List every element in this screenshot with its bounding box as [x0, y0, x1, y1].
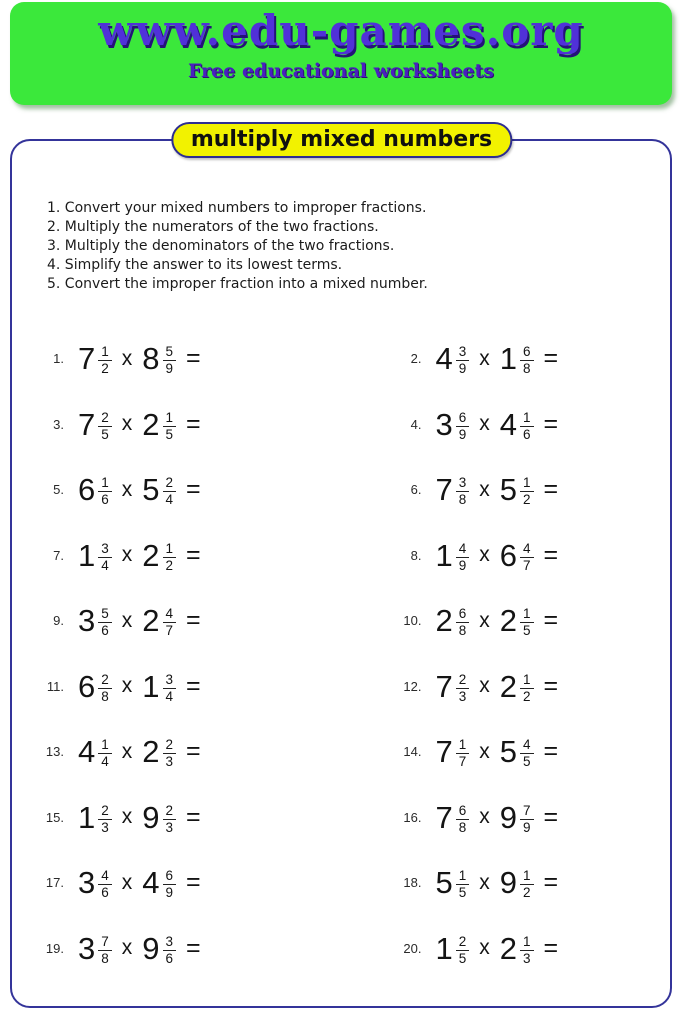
first-fraction-numerator: 2 [456, 673, 470, 689]
problem-number: 14. [403, 744, 422, 760]
first-fraction [98, 345, 112, 376]
first-fraction-numerator: 3 [456, 476, 470, 492]
second-fraction [163, 542, 177, 573]
first-fraction-numerator: 5 [98, 607, 112, 623]
first-fraction-numerator: 4 [456, 542, 470, 558]
second-whole-number: 2 [142, 734, 160, 770]
problem-item [338, 785, 646, 851]
first-fraction-denominator: 5 [101, 426, 109, 442]
multiply-operator: x [121, 346, 133, 370]
second-fraction-denominator: 2 [523, 688, 531, 704]
second-whole-number: 6 [499, 537, 518, 573]
second-fraction-numerator: 2 [163, 804, 177, 820]
first-whole-number: 4 [78, 734, 96, 770]
problem-number: 2. [410, 351, 422, 367]
equals-sign: = [543, 344, 559, 373]
second-fraction-denominator: 6 [165, 950, 174, 966]
first-fraction-numerator: 2 [456, 935, 470, 951]
first-fraction-numerator: 2 [98, 411, 112, 427]
second-fraction-numerator: 1 [163, 542, 177, 558]
first-fraction-numerator: 7 [98, 935, 112, 951]
second-fraction-denominator: 5 [523, 623, 531, 639]
multiply-operator: x [479, 412, 490, 436]
first-whole-number: 5 [435, 865, 453, 901]
problem-number: 11. [46, 678, 64, 694]
multiply-operator: x [121, 477, 133, 501]
first-whole-number: 1 [435, 537, 453, 573]
first-fraction-denominator: 8 [458, 819, 467, 835]
second-whole-number: 2 [142, 537, 160, 573]
multiply-operator: x [121, 674, 133, 698]
first-fraction [98, 476, 112, 507]
problem-item [30, 326, 338, 392]
problem-number: 16. [403, 809, 422, 825]
second-fraction-numerator: 7 [520, 804, 534, 820]
second-fraction-numerator: 1 [163, 411, 177, 427]
equals-sign: = [186, 344, 201, 373]
first-whole-number: 2 [435, 603, 453, 639]
equals-sign: = [543, 606, 559, 635]
multiply-operator: x [121, 739, 133, 763]
second-fraction-denominator: 3 [165, 754, 174, 770]
site-title: www.edu-games.org [98, 6, 584, 55]
equals-sign: = [543, 737, 559, 766]
second-fraction-numerator: 1 [520, 869, 534, 885]
second-whole-number: 9 [142, 930, 160, 966]
equals-sign: = [543, 868, 559, 897]
second-whole-number: 2 [142, 406, 160, 442]
equals-sign: = [186, 933, 201, 962]
problems-grid [30, 326, 645, 981]
second-fraction-denominator: 6 [523, 426, 531, 442]
second-whole-number: 1 [499, 341, 518, 377]
second-fraction-denominator: 9 [523, 819, 531, 835]
first-whole-number: 7 [435, 668, 453, 704]
first-fraction-denominator: 8 [101, 950, 109, 966]
second-whole-number: 2 [142, 603, 160, 639]
first-whole-number: 7 [435, 734, 453, 770]
second-fraction [520, 804, 534, 835]
first-fraction-denominator: 5 [458, 950, 467, 966]
problem-expression [78, 865, 201, 901]
problem-expression [435, 603, 559, 639]
first-fraction-denominator: 8 [458, 492, 467, 508]
instruction-line: 4. Simplify the answer to its lowest terms. [47, 257, 343, 273]
first-fraction [98, 607, 112, 638]
multiply-operator: x [479, 870, 490, 894]
equals-sign: = [186, 409, 201, 438]
problem-item [338, 588, 646, 654]
multiply-operator: x [121, 936, 133, 960]
first-fraction-numerator: 3 [456, 345, 470, 361]
multiply-operator: x [121, 412, 133, 436]
first-fraction-numerator: 6 [456, 607, 470, 623]
second-fraction-denominator: 5 [523, 754, 531, 770]
problem-number: 12. [403, 678, 422, 694]
first-whole-number: 1 [78, 799, 96, 835]
multiply-operator: x [479, 805, 490, 829]
second-fraction-numerator: 6 [520, 345, 534, 361]
problem-number: 3. [53, 416, 64, 432]
second-fraction [163, 345, 177, 376]
multiply-operator: x [479, 477, 490, 501]
first-fraction [98, 869, 112, 900]
problem-expression [435, 406, 559, 442]
first-fraction [98, 673, 112, 704]
problem-item [338, 719, 646, 785]
first-whole-number: 3 [78, 603, 96, 639]
second-fraction-numerator: 4 [163, 607, 177, 623]
first-fraction-numerator: 1 [98, 476, 112, 492]
second-whole-number: 5 [499, 734, 518, 770]
first-fraction-denominator: 9 [458, 557, 467, 573]
problem-expression [78, 406, 201, 442]
second-whole-number: 4 [499, 406, 518, 442]
second-fraction [520, 935, 534, 966]
problem-item [338, 916, 646, 982]
second-fraction-denominator: 2 [165, 557, 174, 573]
second-fraction-denominator: 9 [165, 885, 174, 901]
problem-expression [78, 930, 201, 966]
multiply-operator: x [479, 739, 490, 763]
instruction-line: 1. Convert your mixed numbers to improper fractions. [47, 200, 427, 216]
problem-item [30, 785, 338, 851]
problem-number: 20. [403, 940, 422, 956]
problem-expression [435, 799, 559, 835]
problem-item [30, 719, 338, 785]
first-fraction [456, 935, 470, 966]
second-fraction-denominator: 7 [165, 623, 174, 639]
problem-number: 18. [403, 875, 422, 891]
second-whole-number: 9 [499, 865, 518, 901]
second-fraction-numerator: 2 [163, 738, 177, 754]
equals-sign: = [186, 737, 201, 766]
second-fraction-denominator: 8 [523, 361, 531, 377]
first-fraction [98, 804, 112, 835]
second-fraction-denominator: 3 [523, 950, 531, 966]
second-fraction-numerator: 1 [520, 607, 534, 623]
problem-item [338, 326, 646, 392]
second-fraction [163, 935, 177, 966]
problem-item [338, 523, 646, 589]
first-whole-number: 3 [78, 930, 96, 966]
second-fraction [163, 738, 177, 769]
first-fraction [98, 411, 112, 442]
first-fraction-denominator: 6 [101, 623, 109, 639]
first-fraction-denominator: 9 [458, 426, 467, 442]
problem-item [338, 392, 646, 458]
first-fraction-denominator: 8 [101, 688, 109, 704]
equals-sign: = [186, 540, 201, 569]
problem-expression [435, 668, 559, 704]
second-fraction-denominator: 2 [523, 885, 531, 901]
problem-expression [435, 734, 559, 770]
second-fraction-numerator: 4 [520, 542, 534, 558]
second-fraction-denominator: 7 [523, 557, 531, 573]
first-fraction-denominator: 3 [458, 688, 467, 704]
second-fraction-numerator: 5 [163, 345, 177, 361]
second-fraction-denominator: 3 [165, 819, 174, 835]
second-fraction-denominator: 2 [523, 492, 531, 508]
first-fraction [456, 411, 470, 442]
problem-number: 17. [45, 875, 64, 891]
second-fraction [163, 673, 177, 704]
first-fraction-numerator: 3 [98, 542, 112, 558]
equals-sign: = [543, 475, 559, 504]
first-whole-number: 6 [78, 472, 96, 508]
first-fraction [456, 869, 470, 900]
instructions-list [47, 199, 428, 294]
first-fraction-numerator: 4 [98, 869, 112, 885]
second-fraction-numerator: 1 [520, 673, 534, 689]
first-fraction-denominator: 9 [458, 361, 467, 377]
problem-number: 4. [410, 416, 422, 432]
equals-sign: = [186, 606, 201, 635]
second-fraction-numerator: 3 [163, 935, 177, 951]
first-fraction-numerator: 1 [98, 738, 112, 754]
problem-item [30, 654, 338, 720]
first-fraction-numerator: 1 [456, 738, 470, 754]
first-fraction-numerator: 6 [456, 804, 470, 820]
first-fraction [456, 673, 470, 704]
multiply-operator: x [121, 608, 133, 632]
equals-sign: = [186, 671, 201, 700]
first-fraction-numerator: 2 [98, 673, 112, 689]
multiply-operator: x [121, 805, 133, 829]
problem-item [30, 523, 338, 589]
first-fraction-numerator: 2 [98, 804, 112, 820]
first-fraction-denominator: 8 [458, 623, 467, 639]
first-whole-number: 3 [435, 406, 453, 442]
first-fraction [98, 738, 112, 769]
problem-expression [435, 537, 559, 573]
multiply-operator: x [479, 346, 490, 370]
problem-expression [78, 734, 201, 770]
problem-item [30, 850, 338, 916]
problem-number: 10. [403, 613, 422, 629]
problem-item [30, 392, 338, 458]
instruction-line: 5. Convert the improper fraction into a mixed number. [47, 276, 428, 292]
problem-expression [435, 930, 559, 966]
problem-expression [78, 472, 201, 508]
first-fraction [456, 345, 470, 376]
problem-number: 13. [45, 744, 64, 760]
first-fraction-denominator: 6 [101, 492, 109, 508]
second-whole-number: 9 [142, 799, 160, 835]
second-fraction [520, 673, 534, 704]
first-fraction-denominator: 2 [101, 361, 109, 377]
problem-number: 6. [410, 482, 422, 498]
equals-sign: = [186, 868, 201, 897]
problem-expression [78, 799, 201, 835]
problem-number: 8. [410, 547, 422, 563]
first-whole-number: 7 [78, 341, 96, 377]
problem-item [338, 457, 646, 523]
first-fraction-numerator: 1 [98, 345, 112, 361]
problem-item [30, 457, 338, 523]
problem-expression [78, 341, 201, 377]
multiply-operator: x [479, 674, 490, 698]
second-fraction [520, 738, 534, 769]
first-fraction [98, 542, 112, 573]
first-fraction-denominator: 3 [101, 819, 109, 835]
first-fraction-denominator: 5 [458, 885, 467, 901]
equals-sign: = [543, 671, 559, 700]
equals-sign: = [543, 933, 559, 962]
second-fraction-numerator: 3 [163, 673, 177, 689]
first-fraction [456, 542, 470, 573]
first-whole-number: 7 [435, 472, 453, 508]
problem-expression [435, 472, 559, 508]
problem-item [338, 850, 646, 916]
second-fraction-numerator: 6 [163, 869, 177, 885]
second-fraction [163, 411, 177, 442]
problem-number: 5. [53, 482, 64, 498]
second-fraction [520, 345, 534, 376]
first-whole-number: 1 [78, 537, 96, 573]
second-fraction-denominator: 4 [165, 688, 174, 704]
multiply-operator: x [121, 870, 133, 894]
first-whole-number: 6 [78, 668, 96, 704]
multiply-operator: x [479, 608, 490, 632]
site-tagline: Free educational worksheets [187, 60, 494, 83]
second-fraction-numerator: 4 [520, 738, 534, 754]
second-fraction-numerator: 1 [520, 476, 534, 492]
first-whole-number: 7 [435, 799, 453, 835]
problem-number: 9. [53, 613, 64, 629]
first-fraction [456, 476, 470, 507]
problem-expression [78, 537, 201, 573]
problem-item [30, 916, 338, 982]
equals-sign: = [186, 802, 201, 831]
first-fraction [98, 935, 112, 966]
second-whole-number: 5 [499, 472, 518, 508]
second-fraction-denominator: 4 [165, 492, 174, 508]
second-whole-number: 8 [142, 341, 160, 377]
problem-number: 1. [53, 351, 64, 367]
first-fraction-denominator: 4 [101, 557, 109, 573]
equals-sign: = [543, 540, 559, 569]
second-fraction-numerator: 2 [163, 476, 177, 492]
second-whole-number: 1 [142, 668, 160, 704]
first-fraction [456, 738, 470, 769]
problem-expression [78, 668, 201, 704]
second-fraction [163, 869, 177, 900]
worksheet-title: multiply mixed numbers [171, 122, 512, 158]
first-fraction [456, 804, 470, 835]
first-fraction-numerator: 6 [456, 411, 470, 427]
multiply-operator: x [121, 543, 133, 567]
second-fraction-denominator: 5 [165, 426, 174, 442]
problem-item [30, 588, 338, 654]
second-whole-number: 5 [142, 472, 160, 508]
second-fraction [163, 476, 177, 507]
first-fraction-denominator: 7 [458, 754, 467, 770]
equals-sign: = [543, 409, 559, 438]
multiply-operator: x [479, 936, 490, 960]
first-whole-number: 3 [78, 865, 96, 901]
first-fraction-denominator: 6 [101, 885, 109, 901]
problem-item [338, 654, 646, 720]
second-whole-number: 9 [499, 799, 518, 835]
problem-expression [435, 341, 559, 377]
problem-number: 7. [53, 547, 64, 563]
second-whole-number: 4 [142, 865, 160, 901]
first-whole-number: 1 [435, 930, 453, 966]
problem-expression [435, 865, 559, 901]
second-fraction [520, 869, 534, 900]
site-banner [10, 2, 672, 105]
first-fraction [456, 607, 470, 638]
second-fraction [520, 607, 534, 638]
multiply-operator: x [479, 543, 490, 567]
first-whole-number: 4 [435, 341, 453, 377]
second-fraction [520, 476, 534, 507]
second-fraction [520, 542, 534, 573]
second-fraction-numerator: 1 [520, 935, 534, 951]
first-fraction-numerator: 1 [456, 869, 470, 885]
problem-expression [78, 603, 201, 639]
problem-number: 19. [45, 940, 64, 956]
second-fraction [163, 607, 177, 638]
second-fraction-denominator: 9 [165, 361, 174, 377]
second-fraction-numerator: 1 [520, 411, 534, 427]
second-fraction [163, 804, 177, 835]
equals-sign: = [186, 475, 201, 504]
problem-number: 15. [45, 809, 64, 825]
second-fraction [520, 411, 534, 442]
instruction-line: 3. Multiply the denominators of the two fractions. [47, 238, 395, 254]
second-whole-number: 2 [499, 668, 518, 704]
first-fraction-denominator: 4 [101, 754, 109, 770]
second-whole-number: 2 [499, 603, 518, 639]
first-whole-number: 7 [78, 406, 96, 442]
second-whole-number: 2 [499, 930, 518, 966]
equals-sign: = [543, 802, 559, 831]
instruction-line: 2. Multiply the numerators of the two fractions. [47, 219, 379, 235]
